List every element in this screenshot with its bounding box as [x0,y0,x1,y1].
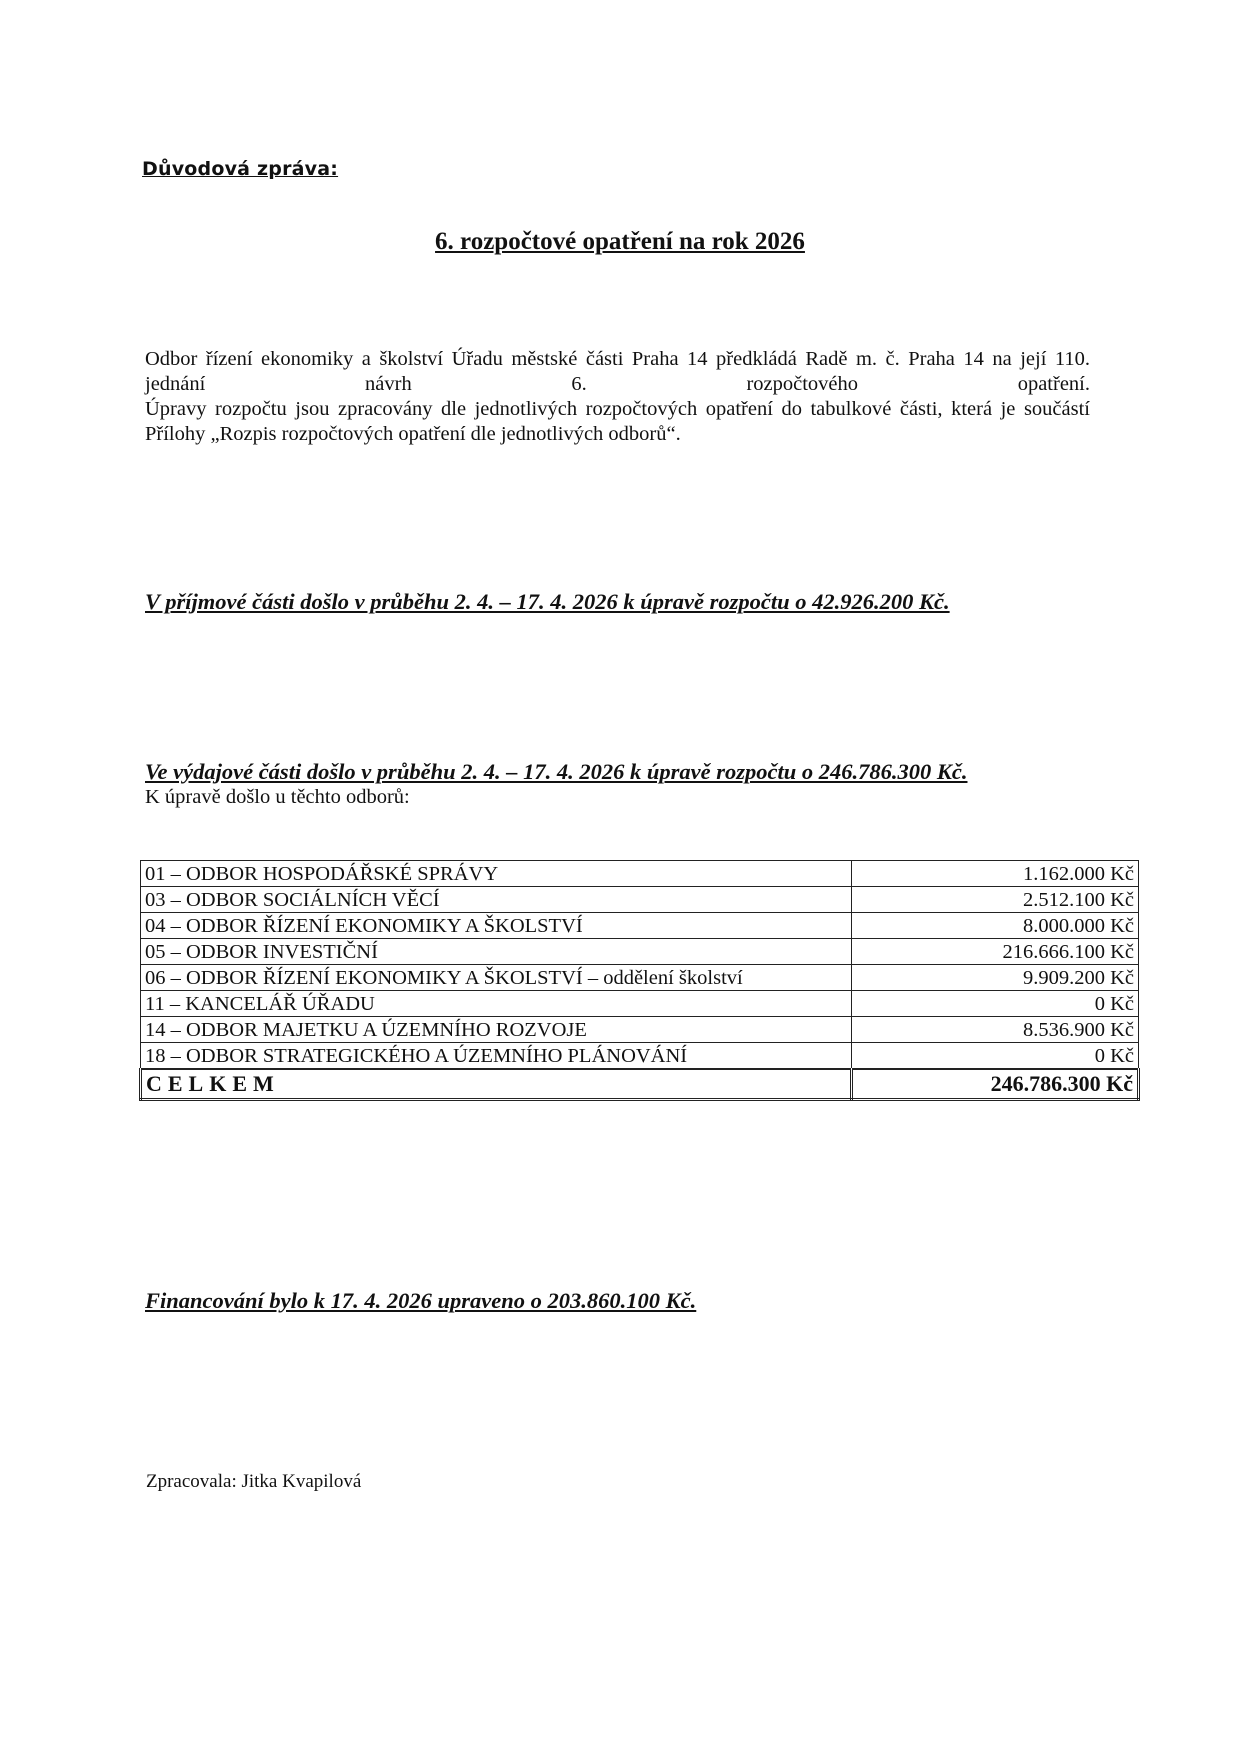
author-signature: Zpracovala: Jitka Kvapilová [146,1471,362,1492]
budget-table [139,860,1140,1101]
income-summary: V příjmové části došlo v průběhu 2. 4. – 17. 4. 2026 k úpravě rozpočtu o 42.926.200 Kč. [145,589,950,614]
department-amount: 8.000.000 Kč [852,913,1139,939]
department-name: 04 – ODBOR ŘÍZENÍ EKONOMIKY A ŠKOLSTVÍ [141,913,852,939]
table-row [141,887,1139,913]
department-amount: 2.512.100 Kč [852,887,1139,913]
department-name: 01 – ODBOR HOSPODÁŘSKÉ SPRÁVY [141,861,852,887]
expense-summary: Ve výdajové části došlo v průběhu 2. 4. – 17. 4. 2026 k úpravě rozpočtu o 246.786.300 Kč. [145,759,968,784]
intro-paragraph-2: Úpravy rozpočtu jsou zpracovány dle jednotlivých rozpočtových opatření do tabulkové části, která je součástí Přílohy „Rozpis rozpočtových opatření dle jednotlivých odborů“. [145,398,1090,445]
department-amount: 216.666.100 Kč [852,939,1139,965]
table-row [141,1043,1139,1070]
total-amount: 246.786.300 Kč [852,1069,1139,1100]
table-row [141,1017,1139,1043]
expense-subline: K úpravě došlo u těchto odborů: [145,786,410,808]
department-name: 14 – ODBOR MAJETKU A ÚZEMNÍHO ROZVOJE [141,1017,852,1043]
department-amount: 0 Kč [852,991,1139,1017]
intro-text [145,347,1090,447]
department-amount: 0 Kč [852,1043,1139,1070]
report-label: Důvodová zpráva: [142,158,339,180]
document-title: 6. rozpočtové opatření na rok 2026 [435,228,805,255]
department-amount: 1.162.000 Kč [852,861,1139,887]
financing-summary: Financování bylo k 17. 4. 2026 upraveno o 203.860.100 Kč. [145,1288,697,1313]
department-name: 06 – ODBOR ŘÍZENÍ EKONOMIKY A ŠKOLSTVÍ – oddělení školství [141,965,852,991]
department-name: 18 – ODBOR STRATEGICKÉHO A ÚZEMNÍHO PLÁNOVÁNÍ [141,1043,852,1070]
department-amount: 8.536.900 Kč [852,1017,1139,1043]
total-label: CELKEM [141,1069,852,1100]
department-name: 11 – KANCELÁŘ ÚŘADU [141,991,852,1017]
table-row [141,991,1139,1017]
table-row [141,861,1139,887]
table-total-row [141,1069,1139,1100]
intro-paragraph-1: Odbor řízení ekonomiky a školství Úřadu městské části Praha 14 předkládá Radě m. č. Praha 14 na její 110. jednání návrh 6. rozpočtového opatření. [145,348,1090,395]
table-row [141,913,1139,939]
department-name: 03 – ODBOR SOCIÁLNÍCH VĚCÍ [141,887,852,913]
department-amount: 9.909.200 Kč [852,965,1139,991]
table-row [141,939,1139,965]
table-row [141,965,1139,991]
department-name: 05 – ODBOR INVESTIČNÍ [141,939,852,965]
